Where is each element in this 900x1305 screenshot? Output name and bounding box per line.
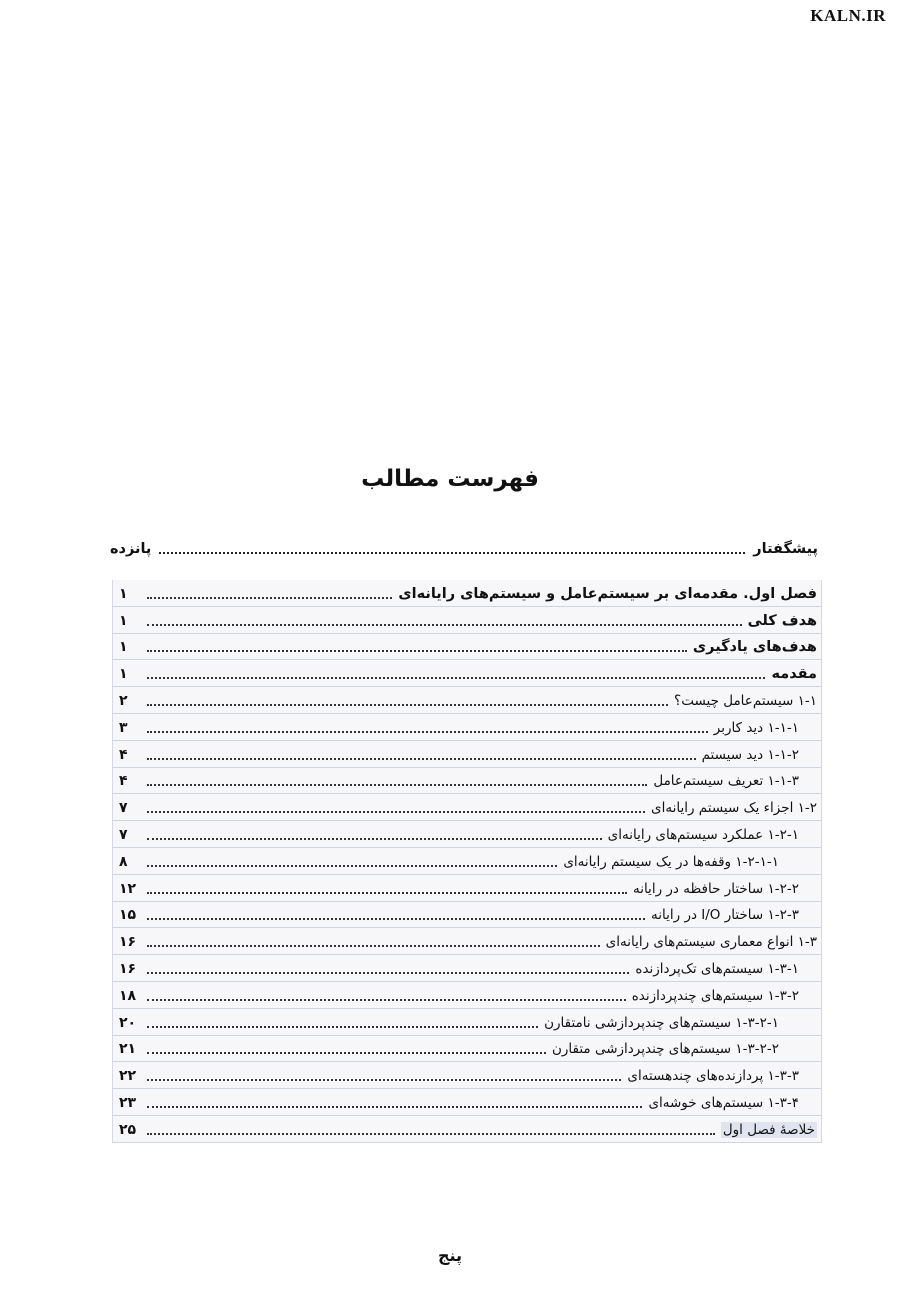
- toc-entry[interactable]: [113, 794, 821, 821]
- dot-leader: [147, 758, 696, 760]
- toc-entry[interactable]: [113, 1062, 821, 1089]
- toc-entry[interactable]: [113, 902, 821, 929]
- dot-leader: [147, 972, 629, 974]
- dot-leader: [147, 1052, 546, 1054]
- toc-entry-label: ۱-۱-۱ دید کاربر: [713, 719, 799, 736]
- toc-entry-label: ۱-۳-۲ سیستم‌های چندپردازنده: [631, 987, 799, 1004]
- dot-leader: [147, 1026, 538, 1028]
- page-title: فهرست مطالب: [361, 466, 539, 492]
- toc-entry-page: ۴: [119, 746, 128, 763]
- dot-leader: [147, 918, 645, 920]
- toc-entry-label: ۱-۳-۲-۱ سیستم‌های چندپردازشی نامتقارن: [544, 1014, 779, 1031]
- toc-entry[interactable]: [113, 982, 821, 1009]
- dot-leader: [147, 731, 708, 733]
- toc-entry-label: خلاصهٔ فصل اول: [722, 1121, 815, 1138]
- toc-entry-label: مقدمه: [771, 666, 817, 683]
- toc-entry-page: پانزده: [110, 541, 152, 557]
- toc-entry-label: ۱-۲-۳ ساختار I/O در رایانه: [651, 907, 799, 924]
- toc-preface-entry[interactable]: [110, 536, 818, 562]
- dot-leader: [147, 945, 600, 947]
- toc-entry[interactable]: [113, 1036, 821, 1063]
- toc-entry[interactable]: [113, 1116, 821, 1143]
- toc-entry[interactable]: [113, 607, 821, 634]
- dot-leader: [147, 1133, 715, 1135]
- dot-leader: [147, 784, 647, 786]
- dot-leader: [147, 838, 602, 840]
- toc-entry-page: ۷: [119, 826, 128, 843]
- toc-entry-label: فصل اول. مقدمه‌ای بر سیستم‌عامل و سیستم‌های رایانه‌ای: [398, 585, 817, 602]
- toc-entry-label: ۱-۲-۱-۱ وقفه‌ها در یک سیستم رایانه‌ای: [563, 853, 779, 870]
- toc-entry[interactable]: [113, 1009, 821, 1036]
- page-number: پنج: [437, 1246, 463, 1265]
- toc-entry-page: ۱: [119, 585, 128, 602]
- toc-entry[interactable]: [113, 848, 821, 875]
- toc-entry-label: ۱-۱ سیستم‌عامل چیست؟: [674, 692, 817, 709]
- toc-entry[interactable]: [113, 875, 821, 902]
- toc-entry[interactable]: [113, 687, 821, 714]
- dot-leader: [147, 999, 626, 1001]
- dot-leader: [147, 892, 627, 894]
- watermark: KALN.IR: [810, 6, 886, 25]
- toc-entry-page: ۸: [119, 853, 128, 870]
- toc-entry[interactable]: [113, 821, 821, 848]
- toc-entry-page: ۱۶: [119, 934, 137, 951]
- toc-entry-page: ۲۱: [119, 1041, 137, 1058]
- toc-entry-label: ۱-۳ انواع معماری سیستم‌های رایانه‌ای: [605, 934, 817, 951]
- toc-entry-page: ۱: [119, 639, 128, 656]
- toc-entry-page: ۴: [119, 773, 128, 790]
- dot-leader: [147, 597, 392, 599]
- toc-entry-page: ۷: [119, 800, 128, 817]
- toc-entry-label: ۱-۱-۲ دید سیستم: [701, 746, 799, 763]
- toc-entry[interactable]: [113, 741, 821, 768]
- toc-entry-page: ۱۸: [119, 987, 137, 1004]
- toc-entry[interactable]: [113, 580, 821, 607]
- table-of-contents: [112, 580, 822, 1143]
- dot-leader: [147, 865, 557, 867]
- toc-entry-label: ۱-۳-۱ سیستم‌های تک‌پردازنده: [635, 960, 799, 977]
- toc-entry-label: پیشگفتار: [753, 541, 818, 557]
- toc-entry-page: ۱۶: [119, 960, 137, 977]
- toc-entry-page: ۲: [119, 692, 128, 709]
- toc-entry-label: هدف‌های یادگیری: [692, 639, 817, 656]
- toc-entry-label: ۱-۳-۲-۲ سیستم‌های چندپردازشی متقارن: [551, 1041, 779, 1058]
- dot-leader: [147, 1079, 621, 1081]
- toc-entry-label: هدف کلی: [747, 612, 817, 629]
- toc-entry-page: ۲۳: [119, 1094, 137, 1111]
- dot-leader: [147, 704, 668, 706]
- toc-entry-page: ۳: [119, 719, 128, 736]
- toc-entry-page: ۱: [119, 612, 128, 629]
- toc-entry[interactable]: [113, 768, 821, 795]
- toc-entry[interactable]: [113, 660, 821, 687]
- toc-entry-label: ۱-۱-۳ تعریف سیستم‌عامل: [653, 773, 799, 790]
- toc-entry[interactable]: [113, 955, 821, 982]
- dot-leader: [159, 552, 745, 554]
- dot-leader: [147, 650, 687, 652]
- toc-entry-label: ۱-۳-۳ پردازنده‌های چندهسته‌ای: [627, 1068, 799, 1085]
- toc-entry-page: ۲۵: [119, 1121, 137, 1138]
- toc-entry-page: ۱۲: [119, 880, 137, 897]
- dot-leader: [147, 677, 765, 679]
- toc-entry-label: ۱-۲ اجزاء یک سیستم رایانه‌ای: [651, 800, 817, 817]
- toc-entry-page: ۲۲: [119, 1068, 137, 1085]
- toc-entry[interactable]: [113, 714, 821, 741]
- toc-entry-label: ۱-۲-۱ عملکرد سیستم‌های رایانه‌ای: [607, 826, 799, 843]
- toc-entry-page: ۱۵: [119, 907, 137, 924]
- toc-entry[interactable]: [113, 634, 821, 661]
- toc-entry[interactable]: [113, 928, 821, 955]
- dot-leader: [147, 1106, 642, 1108]
- dot-leader: [147, 624, 742, 626]
- toc-entry[interactable]: [113, 1089, 821, 1116]
- toc-entry-page: ۲۰: [119, 1014, 137, 1031]
- toc-entry-label: ۱-۳-۴ سیستم‌های خوشه‌ای: [648, 1094, 799, 1111]
- dot-leader: [147, 811, 645, 813]
- toc-entry-page: ۱: [119, 666, 128, 683]
- toc-entry-label: ۱-۲-۲ ساختار حافظه در رایانه: [632, 880, 799, 897]
